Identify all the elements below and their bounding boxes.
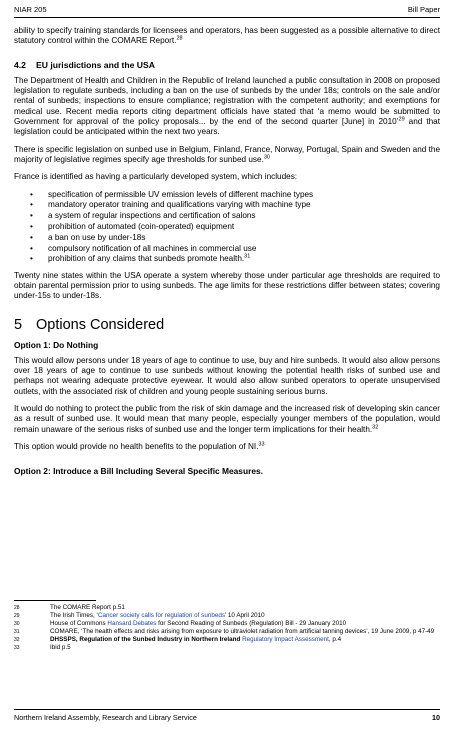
option-1-paragraph-2: It would do nothing to protect the public from the risk of skin damage and the increased risk of developing skin cancer as a result of sunbed use. It would mean that many people, especially younger members of the population, would remain unaware of the serious risks of sunbed use and the longer term implications for their health.$^{32}$ — [14, 404, 440, 434]
france-intro-paragraph: France is identified as having a particularly developed system, which includes: — [14, 172, 298, 182]
option-2-heading: Option 2: Introduce a Bill Including Several Specific Measures. — [14, 466, 263, 477]
header-report-id: NIAR 205 — [14, 5, 47, 14]
footnote-text: The Irish Times, ‘ — [50, 612, 98, 619]
footnote-text: for Second Reading of Sunbeds (Regulation) Bill - 29 January 2010 — [156, 620, 347, 627]
header-doc-type: Bill Paper — [407, 5, 440, 14]
usa-paragraph: Twenty nine states within the USA operate a system whereby those under particular age thresholds are required to obtain parental permission prior to using sunbeds. The age limits for these restrictions differ between states; covering under-15s to under-18s. — [14, 270, 440, 301]
footnote-number: 29 — [14, 613, 20, 619]
footnote — [14, 644, 440, 652]
footnote-ref-31[interactable]: 31 — [244, 253, 251, 260]
footnote-text: COMARE, ‘The health effects and risks arising from exposure to ultraviolet radiation from artificial tanning devices’, 19 June 2009, p 47-49 — [50, 628, 435, 635]
footnote-separator — [14, 600, 96, 601]
ireland-paragraph: The Department of Health and Children in the Republic of Ireland launched a public consultation in 2008 on proposed legislation to regulate sunbeds, including a ban on the use of sunbeds by the under 18s; controls on the sale and/or rental of sunbeds; inspections to ensure compliance; registration with the competent authority; and exemptions for medical use. Recent media reports citing department officials have stated that ‘a memo would be submitted to Government for approval of the policy proposals... by the end of the second quarter [June] in 2010’$^{29}$ and that legislation could be anticipated within the next two years. — [14, 75, 441, 137]
subsection-heading-4-2: 4.2 EU jurisdictions and the USA — [14, 59, 155, 70]
list-item: • specification of permissible UV emission levels of different machine types — [38, 190, 440, 200]
footnote — [14, 628, 440, 636]
footnote-number: 30 — [14, 621, 20, 627]
footnote-number: 33 — [14, 645, 20, 651]
eu-legislation-paragraph: There is specific legislation on sunbed use in Belgium, Finland, France, Norway, Portugal, Spain and Sweden and the majority of legislative regimes specify age thresholds for sunbed use.$^{30}$ — [14, 144, 440, 164]
page-footer — [14, 709, 440, 722]
list-item: • prohibition of automated (coin-operated) equipment — [38, 222, 440, 232]
footer-organisation: Northern Ireland Assembly, Research and Library Service — [14, 713, 197, 722]
footnote-link[interactable]: Hansard Debates — [107, 620, 157, 627]
footnote-ref-30[interactable]: 30 — [263, 154, 270, 161]
footnote-text: The COMARE Report p.51 — [50, 604, 125, 611]
footnote-link[interactable]: Regulatory Impact Assessment — [242, 636, 329, 643]
footnote — [14, 604, 440, 612]
list-item: • prohibition of any claims that sunbeds promote health.$^{31}$ — [38, 254, 440, 264]
footnote — [14, 612, 440, 620]
footnote-text: , p.4 — [328, 636, 342, 643]
page-number: 10 — [432, 713, 440, 722]
intro-paragraph: ability to specify training standards for licensees and operators, has been suggested as a possible alternative to direct statutory control within the COMARE Report.$^{28}$ — [14, 26, 440, 46]
list-item: • a ban on use by under-18s — [38, 233, 440, 243]
option-1-paragraph-1: This would allow persons under 18 years of age to continue to use, buy and hire sunbeds. It would also allow persons over 18 years of age to continue to use sunbeds without knowing the potential health risks of sunbed use and perhaps not wearing adequate protective eyewear. It would also allow sunbed operators to operate unsupervised outlets, with the associated risk of children and young people sustaining serious burns. — [14, 355, 440, 396]
page-body — [14, 26, 440, 483]
footnotes — [14, 604, 440, 652]
footnote-text: DHSSPS, Regulation of the Sunbed Industry in Northern Ireland — [50, 636, 243, 643]
footnote-text: ’ 10 April 2010 — [225, 612, 265, 619]
footnote-text: House of Commons — [50, 620, 108, 627]
footnote-link[interactable]: Cancer society calls for regulation of sunbeds — [97, 612, 225, 619]
footnote — [14, 620, 440, 628]
footnote-ref-33[interactable]: 33 — [258, 441, 265, 448]
list-item: • compulsory notification of all machines in commercial use — [38, 244, 440, 254]
section-heading-5: 5 Options Considered — [14, 316, 165, 333]
footnote-number: 31 — [14, 629, 20, 635]
footnote-text: Ibid p.5 — [50, 644, 71, 651]
option-1-heading: Option 1: Do Nothing — [14, 339, 99, 350]
list-item: • mandatory operator training and qualifications varying with machine type — [38, 200, 440, 210]
footnote-number: 28 — [14, 605, 20, 611]
footnote-number: 32 — [14, 637, 20, 643]
page-header — [14, 3, 440, 18]
list-item: • a system of regular inspections and certification of salons — [38, 211, 440, 221]
footnote-ref-29[interactable]: 29 — [398, 116, 405, 123]
footnote — [14, 636, 440, 644]
footnote-ref-32[interactable]: 32 — [372, 423, 379, 430]
option-1-paragraph-3: This option would provide no health benefits to the population of NI.$^{33}$ — [14, 441, 265, 451]
france-measures-list — [14, 190, 440, 265]
footnote-ref-28[interactable]: 28 — [176, 35, 183, 42]
